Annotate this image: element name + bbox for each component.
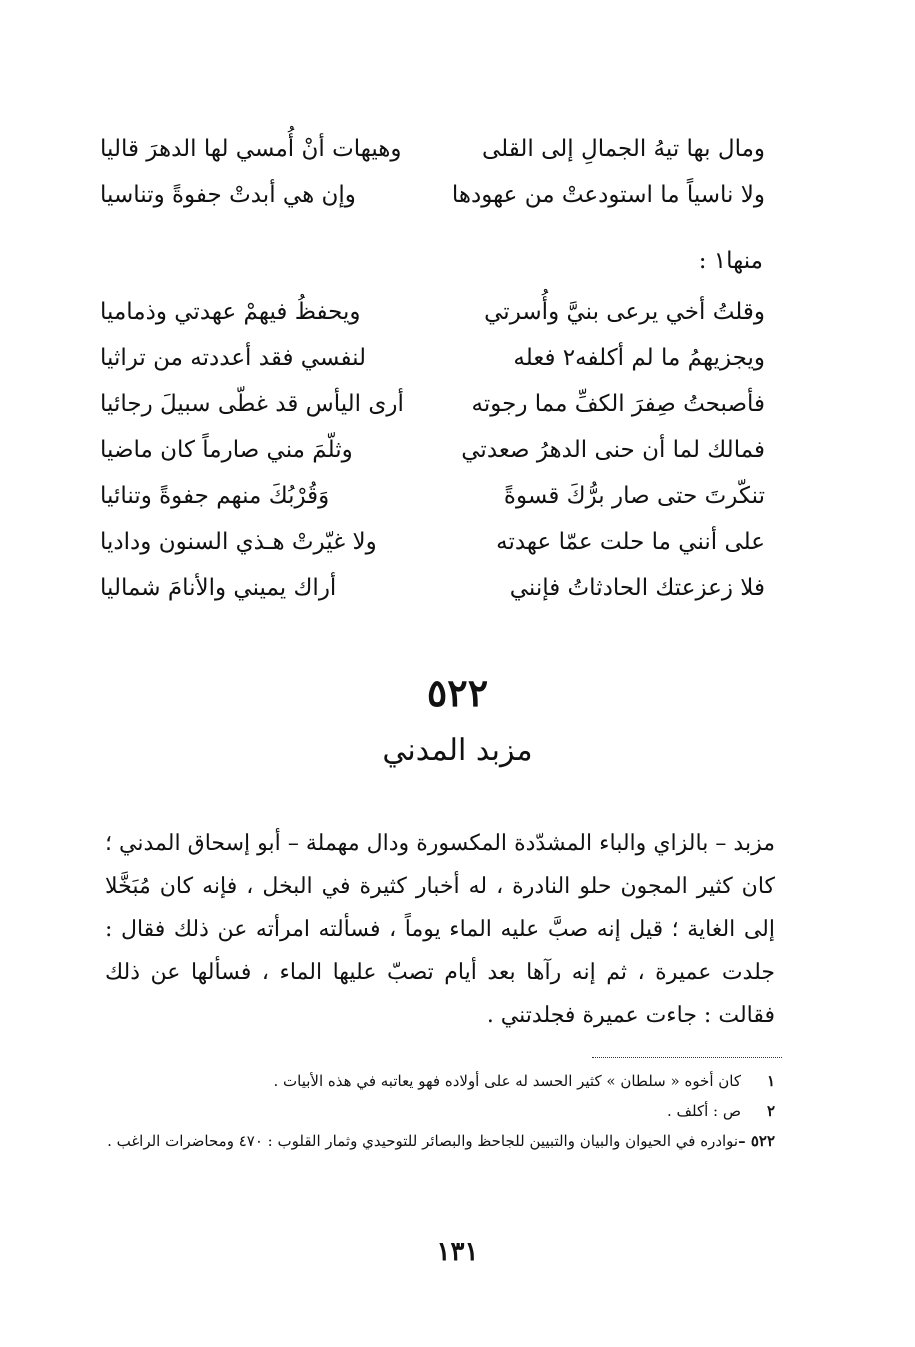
verse-line: [100, 473, 765, 519]
biography-paragraph: [105, 822, 775, 1037]
verse-first-hemistich: ولا ناسياً ما استودعتْ من عهودها: [451, 182, 765, 208]
verse-line: [100, 126, 765, 172]
verse-first-hemistich: وقلتُ أخي يرعى بنيَّ وأُسرتي: [484, 299, 765, 325]
verse-first-hemistich: ومال بها تيهُ الجمالِ إلى القلى: [481, 136, 765, 162]
footnote: [85, 1066, 775, 1096]
footnote-text: ص : أكلف .: [666, 1102, 741, 1120]
verse-second-hemistich: لنفسي فقد أعددته من تراثيا: [100, 345, 367, 371]
verse-second-hemistich: وهيهات أنْ أُمسي لها الدهرَ قاليا: [100, 136, 402, 162]
footnote-divider: [592, 1057, 782, 1058]
verse-first-hemistich: فمالك لما أن حنى الدهرُ صعدتي: [461, 437, 765, 463]
verse-second-hemistich: أراك يميني والأنامَ شماليا: [100, 575, 337, 601]
section-number: ٥٢٢: [426, 670, 489, 715]
verse-line: [100, 519, 765, 565]
verse-second-hemistich: ويحفظُ فيهمْ عهدتي وذماميا: [100, 299, 361, 325]
footnote-mark: ٢: [766, 1102, 775, 1120]
verse-second-hemistich: ولا غيّرتْ هـذي السنون وداديا: [100, 529, 377, 555]
excerpt-marker: منها١ :: [698, 248, 763, 274]
footnote: [85, 1126, 775, 1156]
section-title: مزبد المدني: [382, 733, 533, 768]
verse-line: [100, 335, 765, 381]
verse-first-hemistich: على أنني ما حلت عمّا عهدته: [496, 529, 765, 555]
verse-line: [100, 172, 765, 218]
page-number: ١٣١: [436, 1237, 479, 1267]
verse-line: [100, 381, 765, 427]
verse-line: [100, 427, 765, 473]
footnote-text: نوادره في الحيوان والبيان والتبيين للجاحظ والبصائر للتوحيدي وثمار القلوب : ٤٧٠ ومحاضرات الراغب .: [107, 1132, 739, 1150]
footnote: [85, 1096, 775, 1126]
footnote-text: كان أخوه « سلطان » كثير الحسد له على أولاده فهو يعاتبه في هذه الأبيات .: [273, 1072, 741, 1090]
footnotes: [85, 1066, 775, 1156]
verse-first-hemistich: فأصبحتُ صِفرَ الكفِّ مما رجوته: [471, 391, 765, 417]
verse-second-hemistich: وَقُرْبُكَ منهم جفوةً وتنائيا: [100, 483, 330, 509]
verse-first-hemistich: فلا زعزعتك الحادثاتُ فإنني: [509, 575, 765, 601]
footnote-mark: ١: [766, 1072, 775, 1090]
verse-second-hemistich: أرى اليأس قد غطّى سبيلَ رجائيا: [100, 391, 404, 417]
footnote-mark: ٥٢٢ –: [738, 1132, 775, 1150]
verse-first-hemistich: ويجزيهمُ ما لم أكلفه٢ فعله: [513, 345, 765, 371]
paragraph-text: مزبد – بالزاي والباء المشدّدة المكسورة ودال مهملة – أبو إسحاق المدني ؛ كان كثير المجون حلو النادرة ، له أخبار كثيرة في البخل ، فإنه كان مُبَخَّلا إلى الغاية ؛ قيل إنه صبَّ عليه الماء يوماً ، فسألته امرأته عن ذلك فقال : جلدت عميرة ، ثم إنه رآها بعد أيام تصبّ عليها الماء ، فسألها عن ذلك فقالت : جاءت عميرة فجلدتني .: [105, 831, 775, 1028]
verses-main: [100, 289, 765, 611]
verse-line: [100, 565, 765, 611]
verse-second-hemistich: وثلّمَ مني صارماً كان ماضيا: [100, 437, 353, 463]
verse-line: [100, 289, 765, 335]
verse-first-hemistich: تنكّرتَ حتى صار برُّكَ قسوةً: [503, 483, 765, 509]
verse-second-hemistich: وإن هي أبدتْ جفوةً وتناسيا: [100, 182, 356, 208]
verses-top: [100, 126, 765, 218]
